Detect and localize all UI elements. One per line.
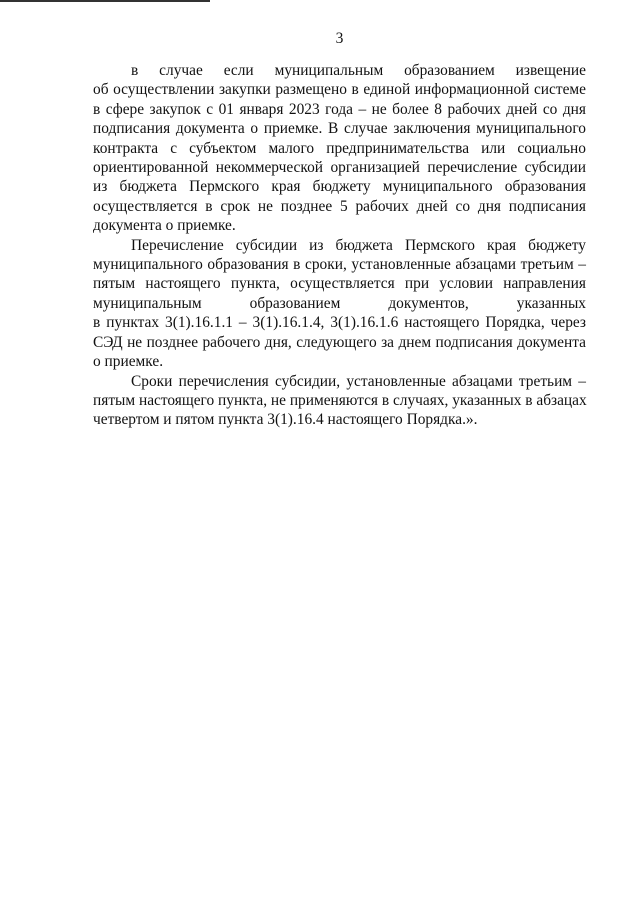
text-line: Сроки перечисления субсидии, установленные абзацами третьим – xyxy=(131,372,586,390)
text-line: в пунктах 3(1).16.1.1 – 3(1).16.1.4, 3(1).16.1.6 настоящего Порядка, через xyxy=(93,314,586,332)
scan-artifact-line xyxy=(0,0,210,2)
text-line: пятым настоящего пункта, осуществляется при условии направления xyxy=(93,275,586,293)
text-line: Перечисление субсидии из бюджета Пермского края бюджету xyxy=(131,236,586,254)
text-line: муниципального образования в сроки, установленные абзацами третьим – xyxy=(93,256,586,274)
text-line: четвертом и пятом пункта 3(1).16.4 настоящего Порядка.». xyxy=(93,411,478,429)
text-line: контракта с субъектом малого предпринимательства или социально xyxy=(93,139,586,157)
text-line: ориентированной некоммерческой организацией перечисление субсидии xyxy=(93,159,586,177)
text-line: из бюджета Пермского края бюджету муниципального образования xyxy=(93,178,586,196)
text-line: о приемке. xyxy=(93,353,164,371)
text-line: в случае если муниципальным образованием извещение xyxy=(131,62,586,79)
document-body xyxy=(93,61,586,430)
paragraph-1 xyxy=(93,61,586,236)
text-line: документа о приемке. xyxy=(93,217,236,235)
text-line: пятым настоящего пункта, не применяются в случаях, указанных в абзацах xyxy=(93,391,587,409)
text-line: СЭД не позднее рабочего дня, следующего за днем подписания документа xyxy=(93,333,586,351)
paragraph-2 xyxy=(93,236,586,372)
text-line: подписания документа о приемке. В случае заключения муниципального xyxy=(93,120,586,138)
text-line: об осуществлении закупки размещено в единой информационной системе xyxy=(93,81,586,99)
text-line: муниципальным образованием документов, указанных xyxy=(93,294,586,312)
text-line: осуществляется в срок не позднее 5 рабочих дней со дня подписания xyxy=(93,197,586,215)
text-line: в сфере закупок с 01 января 2023 года – не более 8 рабочих дней со дня xyxy=(93,100,586,118)
paragraph-3 xyxy=(93,372,586,430)
page-number: 3 xyxy=(335,30,344,47)
